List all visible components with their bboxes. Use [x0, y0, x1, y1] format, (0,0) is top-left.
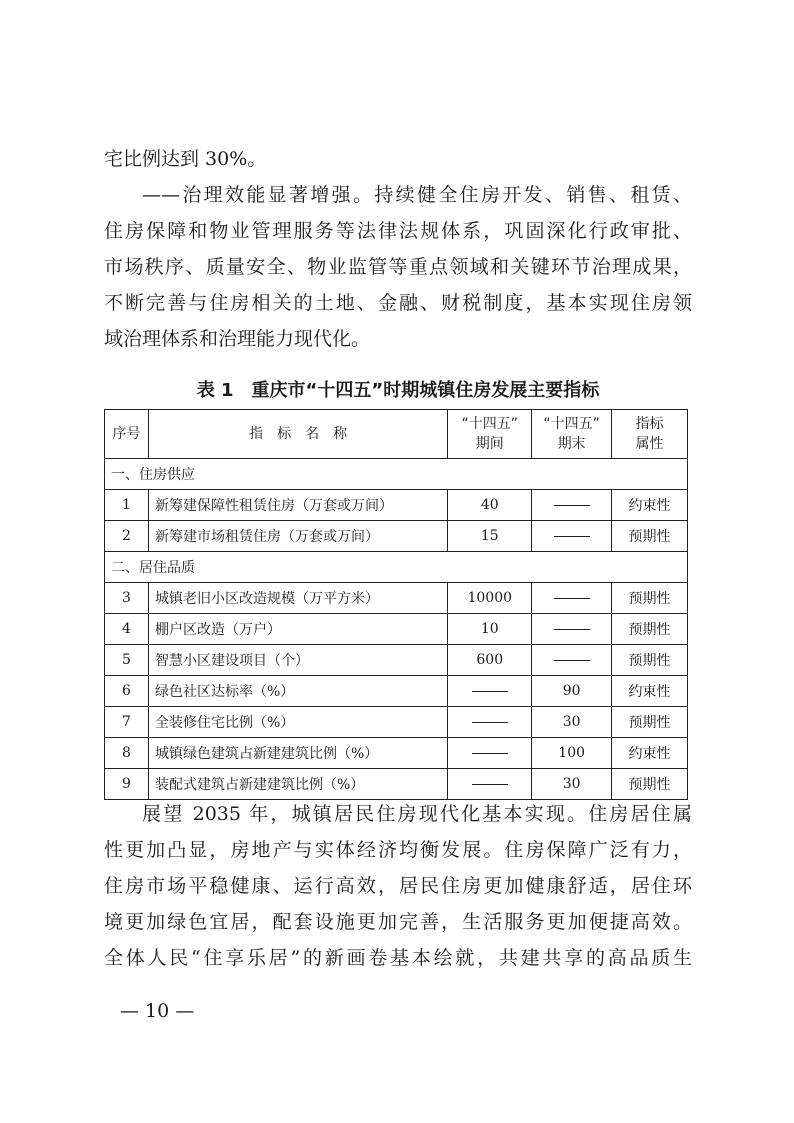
text-line: 住房市场平稳健康、运行高效，居民住房更加健康舒适，居住环: [104, 875, 692, 897]
cell-period: 15: [448, 521, 532, 552]
cell-name: 新筹建保障性租赁住房（万套或万间）: [148, 490, 447, 521]
page-number: — 10 —: [120, 1000, 195, 1022]
cell-end: 100: [532, 738, 612, 769]
text-line: 住房保障和物业管理服务等法律法规体系，巩固深化行政审批、: [104, 220, 692, 242]
table-row: [105, 521, 688, 552]
cell-seq: 2: [105, 521, 149, 552]
dash-placeholder: [554, 660, 590, 661]
text-line: 展望 2035 年，城镇居民住房现代化基本实现。住房居住属: [142, 803, 692, 825]
cell-end: 90: [532, 676, 612, 707]
section-label: 二、居住品质: [105, 552, 688, 583]
cell-attr: 预期性: [612, 769, 688, 800]
header-end: “十四五” 期末: [532, 410, 612, 459]
dash-placeholder: [554, 536, 590, 537]
table-title: 表 1 重庆市“十四五”时期城镇住房发展主要指标: [196, 380, 600, 401]
cell-name: 城镇老旧小区改造规模（万平方米）: [148, 583, 447, 614]
cell-end: 30: [532, 769, 612, 800]
text-line: 宅比例达到 30%。: [104, 148, 267, 170]
cell-name: 城镇绿色建筑占新建建筑比例（%）: [148, 738, 447, 769]
cell-seq: 9: [105, 769, 149, 800]
cell-end: [532, 490, 612, 521]
text-line: 全体人民“住享乐居”的新画卷基本绘就，共建共享的高品质生: [104, 947, 692, 969]
dash-placeholder: [554, 629, 590, 630]
table-row: [105, 738, 688, 769]
cell-end: [532, 521, 612, 552]
paragraph-outlook: [104, 796, 692, 976]
section-row: [105, 552, 688, 583]
header-seq: 序号: [105, 410, 149, 459]
cell-attr: 预期性: [612, 583, 688, 614]
cell-attr: 约束性: [612, 738, 688, 769]
text-line: 不断完善与住房相关的土地、金融、财税制度，基本实现住房领: [104, 292, 692, 314]
dash-placeholder: [472, 753, 508, 754]
text-line: ——治理效能显著增强。持续健全住房开发、销售、租赁、: [142, 184, 692, 206]
table-row: [105, 614, 688, 645]
cell-period: 600: [448, 645, 532, 676]
cell-seq: 1: [105, 490, 149, 521]
cell-seq: 5: [105, 645, 149, 676]
dash-placeholder: [472, 784, 508, 785]
cell-seq: 3: [105, 583, 149, 614]
cell-seq: 7: [105, 707, 149, 738]
cell-attr: 约束性: [612, 490, 688, 521]
cell-period: 10000: [448, 583, 532, 614]
cell-end: [532, 645, 612, 676]
cell-name: 棚户区改造（万户）: [148, 614, 447, 645]
cell-name: 新筹建市场租赁住房（万套或万间）: [148, 521, 447, 552]
text-line: 境更加绿色宜居，配套设施更加完善，生活服务更加便捷高效。: [104, 911, 692, 933]
table-row: [105, 490, 688, 521]
section-label: 一、住房供应: [105, 459, 688, 490]
cell-period: 10: [448, 614, 532, 645]
cell-end: [532, 583, 612, 614]
dash-placeholder: [472, 722, 508, 723]
cell-attr: 预期性: [612, 614, 688, 645]
table-row: [105, 645, 688, 676]
cell-period: [448, 707, 532, 738]
dash-placeholder: [554, 598, 590, 599]
cell-name: 全装修住宅比例（%）: [148, 707, 447, 738]
indicators-table: [104, 409, 688, 800]
cell-end: [532, 614, 612, 645]
cell-end: 30: [532, 707, 612, 738]
header-attr: 指标 属性: [612, 410, 688, 459]
table-row: [105, 707, 688, 738]
cell-period: [448, 738, 532, 769]
text-line: 域治理体系和治理能力现代化。: [104, 328, 371, 350]
cell-attr: 约束性: [612, 676, 688, 707]
paragraph-governance: [104, 141, 692, 357]
cell-period: [448, 676, 532, 707]
cell-seq: 6: [105, 676, 149, 707]
cell-period: [448, 769, 532, 800]
dash-placeholder: [554, 505, 590, 506]
table-row: [105, 676, 688, 707]
table-row: [105, 769, 688, 800]
cell-attr: 预期性: [612, 645, 688, 676]
table-header-row: [105, 410, 688, 459]
text-line: 性更加凸显，房地产与实体经济均衡发展。住房保障广泛有力，: [104, 839, 692, 861]
cell-name: 绿色社区达标率（%）: [148, 676, 447, 707]
table-row: [105, 583, 688, 614]
dash-placeholder: [472, 691, 508, 692]
header-name: 指 标 名 称: [148, 410, 447, 459]
cell-attr: 预期性: [612, 521, 688, 552]
cell-seq: 8: [105, 738, 149, 769]
header-period: “十四五” 期间: [448, 410, 532, 459]
cell-seq: 4: [105, 614, 149, 645]
cell-name: 智慧小区建设项目（个）: [148, 645, 447, 676]
cell-name: 装配式建筑占新建建筑比例（%）: [148, 769, 447, 800]
text-line: 市场秩序、质量安全、物业监管等重点领域和关键环节治理成果，: [104, 256, 692, 278]
cell-attr: 预期性: [612, 707, 688, 738]
section-row: [105, 459, 688, 490]
cell-period: 40: [448, 490, 532, 521]
